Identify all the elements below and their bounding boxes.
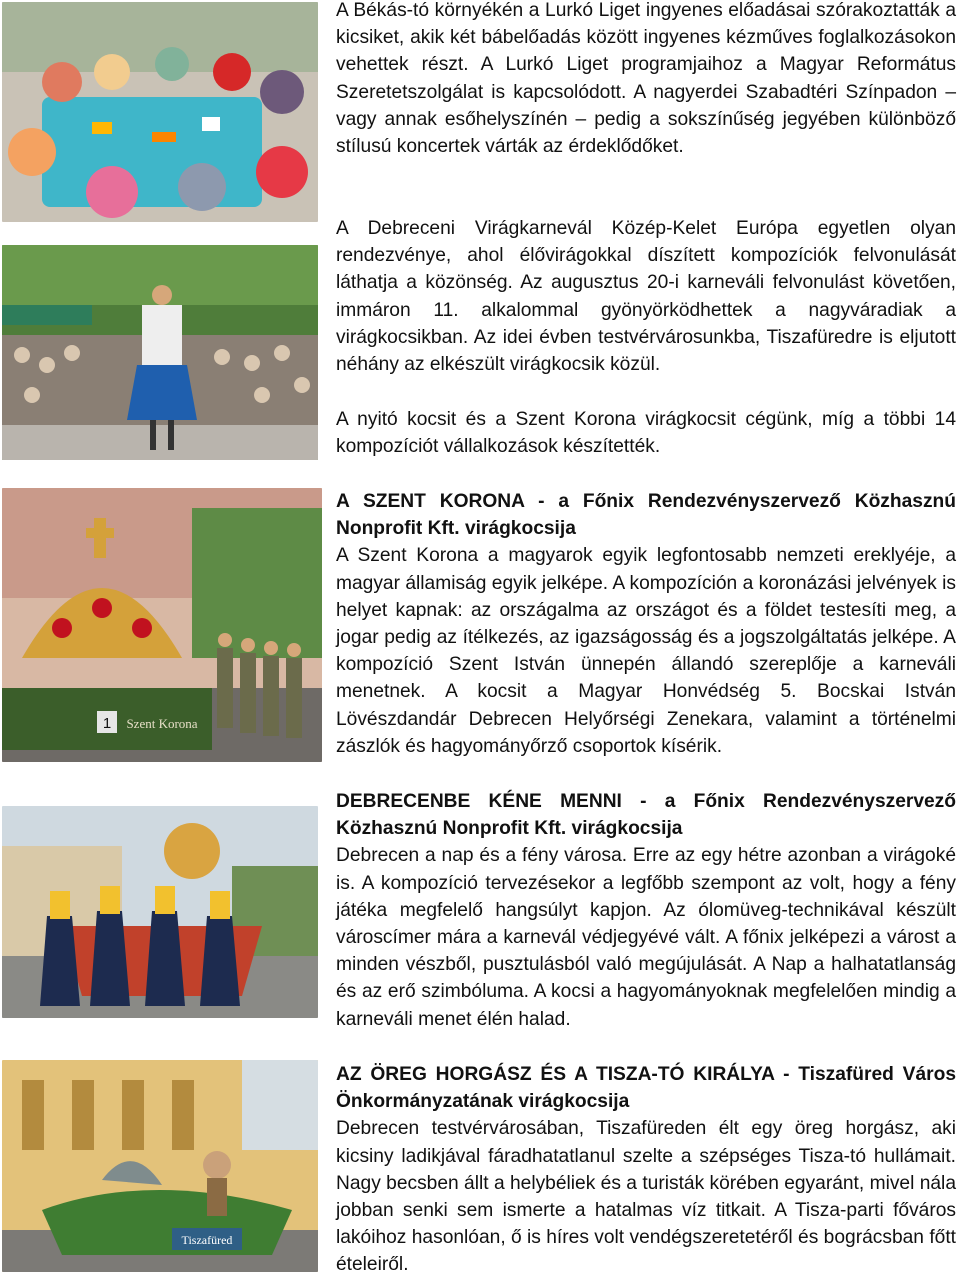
- paragraph-lurko-liget: A Békás-tó környékén a Lurkó Liget ingyenes előadásai szórakoztatták a kicsiket, akik két bábelőadás között ingyenes kézműves foglalkozásokon vehettek részt. A Lurkó Liget programjaihoz a Magyar Református Szeretetszolgálat is kapcsolódott. A nagyerdei Szabadtéri Színpadon – vagy annak esőhelyszínén – pedig a sokszínűség jegyében különböző stílusú koncertek várták az érdeklődőket.: [336, 0, 956, 158]
- section-heading: AZ ÖREG HORGÁSZ ÉS A TISZA-TÓ KIRÁLYA - Tiszafüred Város Önkormányzatának virágkocsija: [336, 1064, 956, 1113]
- section-body: Debrecen a nap és a fény városa. Erre az egy hétre azonban a virágoké is. A kompozíció tervezésekor a legfőbb szempont az volt, hogy a fény játéka megfelelő hangsúlyt kapjon. Az ólomüveg-technikával készült városcímer mára a karnevál védjegyévé vált. A főnix jelképezi a várost a minden vészből, pusztulásból való megújulását. A Nap a halhatatlanság és az erő szimbóluma. A kocsi a hagyományoknak megfelelően mindig a karneváli menet élén halad.: [336, 845, 956, 1030]
- photo-crafts-workshop: [2, 2, 318, 222]
- intro-paragraph-3: [336, 406, 956, 460]
- paragraph-nyito-kocsi: A nyitó kocsit és a Szent Korona virágkocsit cégünk, míg a többi 14 kompozíciót vállalkozások készítették.: [336, 409, 956, 458]
- section-body: A Szent Korona a magyarok egyik legfontosabb nemzeti ereklyéje, a magyar államiság egyik jelképe. A kompozíción a koronázási jelvények is helyet kapnak: az országalma az országot és a földet testesíti meg, a jogar pedig az ítélkezés, az igazságosság és a jogszolgáltatás jelképe. A kompozíció Szent István ünnepén állandó szereplője a karneváli menetnek. A kocsit a Magyar Honvédség 5. Bocskai István Lövészdandár Debrecen Helyőrségi Zenekara, valamint a történelmi zászlók és hagyományőrző csoportok kísérik.: [336, 545, 956, 757]
- photo-debrecenbe-float: [2, 806, 318, 1018]
- photo-tiszafured-float: [2, 1060, 318, 1272]
- section-heading: A SZENT KORONA - a Főnix Rendezvényszervező Közhasznú Nonprofit Kft. virágkocsija: [336, 491, 956, 540]
- photo-szent-korona-float: [2, 488, 322, 762]
- float-number: 1: [102, 715, 112, 732]
- section-szent-korona: [336, 488, 956, 760]
- intro-paragraph-1: [336, 0, 956, 160]
- float-sign: Szent Korona: [126, 716, 198, 731]
- intro-paragraph-2: [336, 215, 956, 378]
- section-debrecenbe: [336, 788, 956, 1033]
- tisza-sign: Tiszafüred: [181, 1233, 233, 1247]
- section-tiszafured: [336, 1061, 956, 1279]
- photo-street-performer: [2, 245, 318, 460]
- section-heading: DEBRECENBE KÉNE MENNI - a Főnix Rendezvényszervező Közhasznú Nonprofit Kft. virágkocsija: [336, 791, 956, 840]
- section-body: Debrecen testvérvárosában, Tiszafüreden élt egy öreg horgász, aki kicsiny ladikjával fáradhatatlanul szelte a szépséges Tisza-tó hullámait. Nagy becsben állt a helybéliek és a turisták körében egyaránt, mivel nála jobban senki sem ismerte a hatalmas víz titkait. A Tisza-parti főváros lakóihoz hasonlóan, ő is híres volt vendégszeretetéről és bográcsban főtt ételeiről.: [336, 1118, 956, 1276]
- paragraph-viragkarneval: A Debreceni Virágkarnevál Közép-Kelet Európa egyetlen olyan rendezvénye, ahol élővirágokkal díszített kompozíciók felvonulását láthatja a közönség. Az augusztus 20-i karneváli felvonulást követően, immáron 11. alkalommal gyönyörködhettek a nagyváradiak a virágkocsikban. Az idei évben testvérvárosunkba, Tiszafüredre is eljutott néhány az elkészült virágkocsik közül.: [336, 218, 956, 376]
